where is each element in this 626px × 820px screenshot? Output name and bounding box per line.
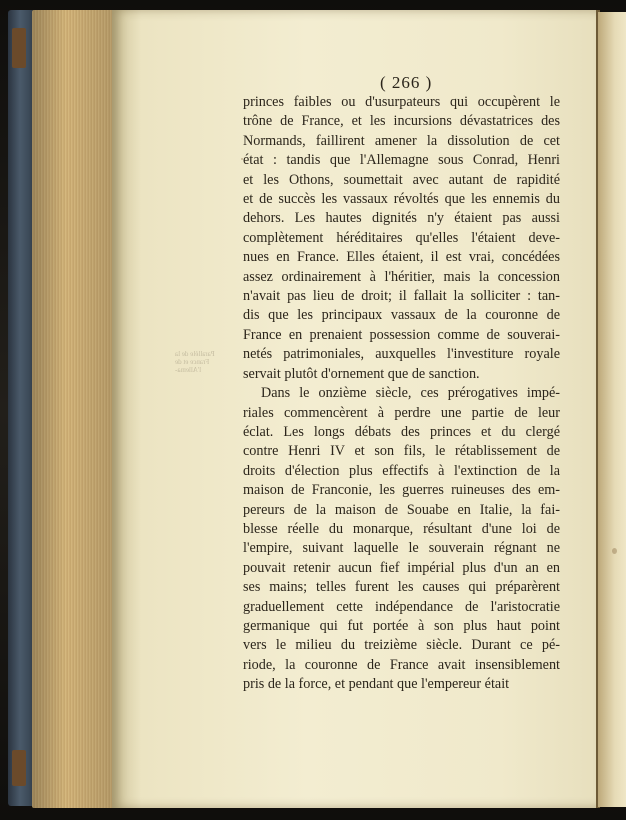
- margin-note-bleed-through: Parallèle de la France et de l'Allema-: [175, 350, 215, 374]
- text-line: n'avait pas lieu de droit; il fallait la solliciter : tan-: [243, 288, 560, 305]
- text-line: maison de Franconie, les guerres ruineuses des em-: [243, 482, 560, 499]
- text-line: trône de France, et les incursions dévastatrices des: [243, 113, 560, 130]
- text-line: graduellement cette indépendance de l'aristocratie: [243, 598, 560, 615]
- text-line: dehors. Les hautes dignités n'y étaient pas aussi: [243, 210, 560, 227]
- text-line: vers le milieu du treizième siècle. Durant ce pé-: [243, 637, 560, 654]
- text-line: nues en France. Elles étaient, il est vrai, concédées: [243, 249, 560, 266]
- text-line: éclat. Les longs débats des princes et du clergé: [243, 423, 560, 440]
- text-line: assez ordinairement à l'héritier, mais la concession: [243, 268, 560, 285]
- text-line: pouvait retenir aucun fief impérial plus d'un an en: [243, 559, 560, 576]
- paragraph: [243, 93, 560, 384]
- text-line: pris de la force, et pendant que l'empereur était: [243, 676, 510, 693]
- text-line: contre Henri IV et son fils, le rétablissement de: [243, 443, 560, 460]
- text-line: et de succès les vassaux révoltés que les ennemis du: [243, 191, 560, 208]
- paragraph: [243, 384, 560, 695]
- text-line: germanique qui fut portée à son plus haut point: [243, 617, 560, 634]
- text-line: droits d'élection plus effectifs à l'extinction de la: [243, 462, 560, 479]
- body-text: [243, 93, 560, 695]
- text-line: complètement héréditaires qu'elles l'étaient deve-: [243, 229, 560, 246]
- page-edges: [32, 10, 116, 808]
- text-line: et les Othons, soumettait avec autant de rapidité: [243, 171, 560, 188]
- text-line: riode, la couronne de France avait insensiblement: [243, 656, 560, 673]
- text-line: riales commencèrent à perdre une partie de leur: [243, 404, 560, 421]
- text-line: état : tandis que l'Allemagne sous Conrad, Henri: [243, 152, 560, 169]
- page-number: ( 266 ): [380, 73, 433, 92]
- next-page-edge: [598, 12, 626, 807]
- text-line: blesse réelle du monarque, résultant d'une loi de: [243, 520, 560, 537]
- text-line: netés patrimoniales, auxquelles l'investiture royale: [243, 346, 560, 363]
- text-line: dis que les principaux vassaux de la couronne de: [243, 307, 560, 324]
- text-line: France en prenaient possession comme de souverai-: [243, 326, 560, 343]
- text-line: Dans le onzième siècle, ces prérogatives impé-: [261, 385, 560, 402]
- text-line: l'empire, suivant laquelle le souverain régnant ne: [243, 540, 560, 557]
- text-line: Normands, faillirent amener la dissolution de cet: [243, 132, 560, 149]
- text-line: ses mains; telles furent les causes qui préparèrent: [243, 579, 560, 596]
- text-line: pereurs de la maison de Souabe en Italie, la fai-: [243, 501, 560, 518]
- text-line: princes faibles ou d'usurpateurs qui occupèrent le: [243, 94, 560, 110]
- text-line: servait plutôt d'ornement que de sanction.: [243, 365, 480, 382]
